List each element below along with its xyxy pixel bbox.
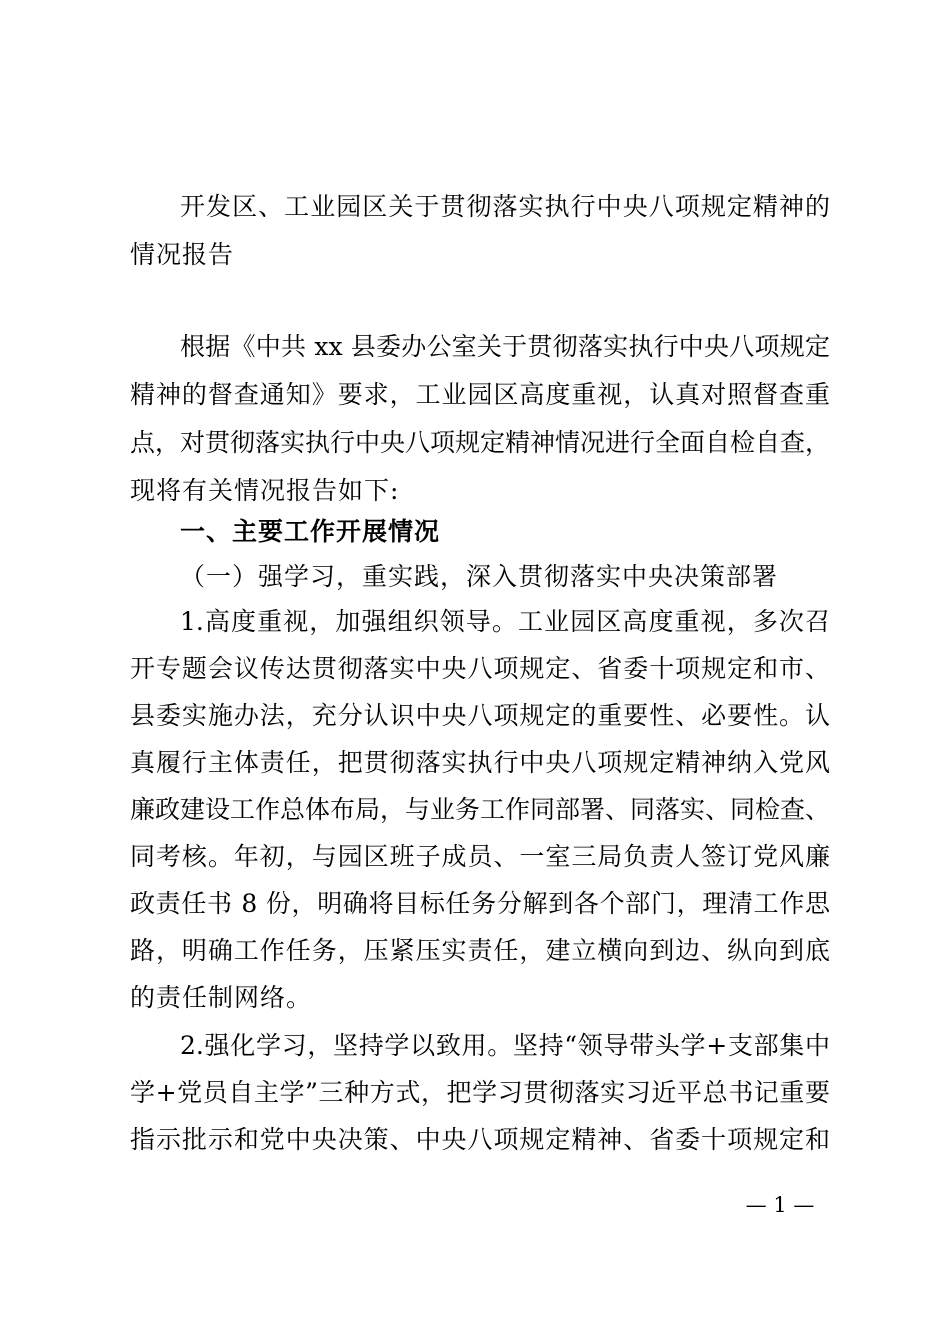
intro-line-4: 现将有关情况报告如下: <box>130 476 400 505</box>
intro-line-1: 根据《中共 xx 县委办公室关于贯彻落实执行中央八项规定 <box>180 332 830 361</box>
section-subheading: （一）强学习，重实践，深入贯彻落实中央决策部署 <box>180 562 779 591</box>
item1-line-2: 开专题会议传达贯彻落实中央八项规定、省委十项规定和市、 <box>130 654 830 683</box>
item1-line-9: 的责任制网络。 <box>130 983 313 1012</box>
item1-line-8: 路，明确工作任务，压紧压实责任，建立横向到边、纵向到底 <box>130 936 830 965</box>
item1-line-5: 廉政建设工作总体布局，与业务工作同部署、同落实、同检查、 <box>130 795 830 824</box>
title-line-2: 情况报告 <box>130 240 235 269</box>
item1-line-6: 同考核。年初，与园区班子成员、一室三局负责人签订党风廉 <box>130 842 830 871</box>
item1-line-1: 1.高度重视，加强组织领导。工业园区高度重视，多次召 <box>180 607 830 636</box>
page-number: — 1 — <box>745 1193 815 1217</box>
section-heading: 一、主要工作开展情况 <box>180 517 441 546</box>
item1-line-7: 政责任书 8 份，明确将目标任务分解到各个部门，理清工作思 <box>130 889 830 918</box>
item2-line-3: 指示批示和党中央决策、中央八项规定精神、省委十项规定和 <box>130 1125 830 1154</box>
item1-line-4: 真履行主体责任，把贯彻落实执行中央八项规定精神纳入党风 <box>130 748 830 777</box>
item2-line-2: 学+党员自主学”三种方式，把学习贯彻落实习近平总书记重要 <box>130 1078 830 1107</box>
intro-line-3: 点，对贯彻落实执行中央八项规定精神情况进行全面自检自查， <box>130 428 830 457</box>
item2-line-1: 2.强化学习，坚持学以致用。坚持“领导带头学+支部集中 <box>180 1031 830 1060</box>
title-line-1: 开发区、工业园区关于贯彻落实执行中央八项规定精神的 <box>180 192 830 221</box>
item1-line-3: 县委实施办法，充分认识中央八项规定的重要性、必要性。认 <box>130 701 830 730</box>
intro-line-2: 精神的督查通知》要求，工业园区高度重视，认真对照督查重 <box>130 380 830 409</box>
